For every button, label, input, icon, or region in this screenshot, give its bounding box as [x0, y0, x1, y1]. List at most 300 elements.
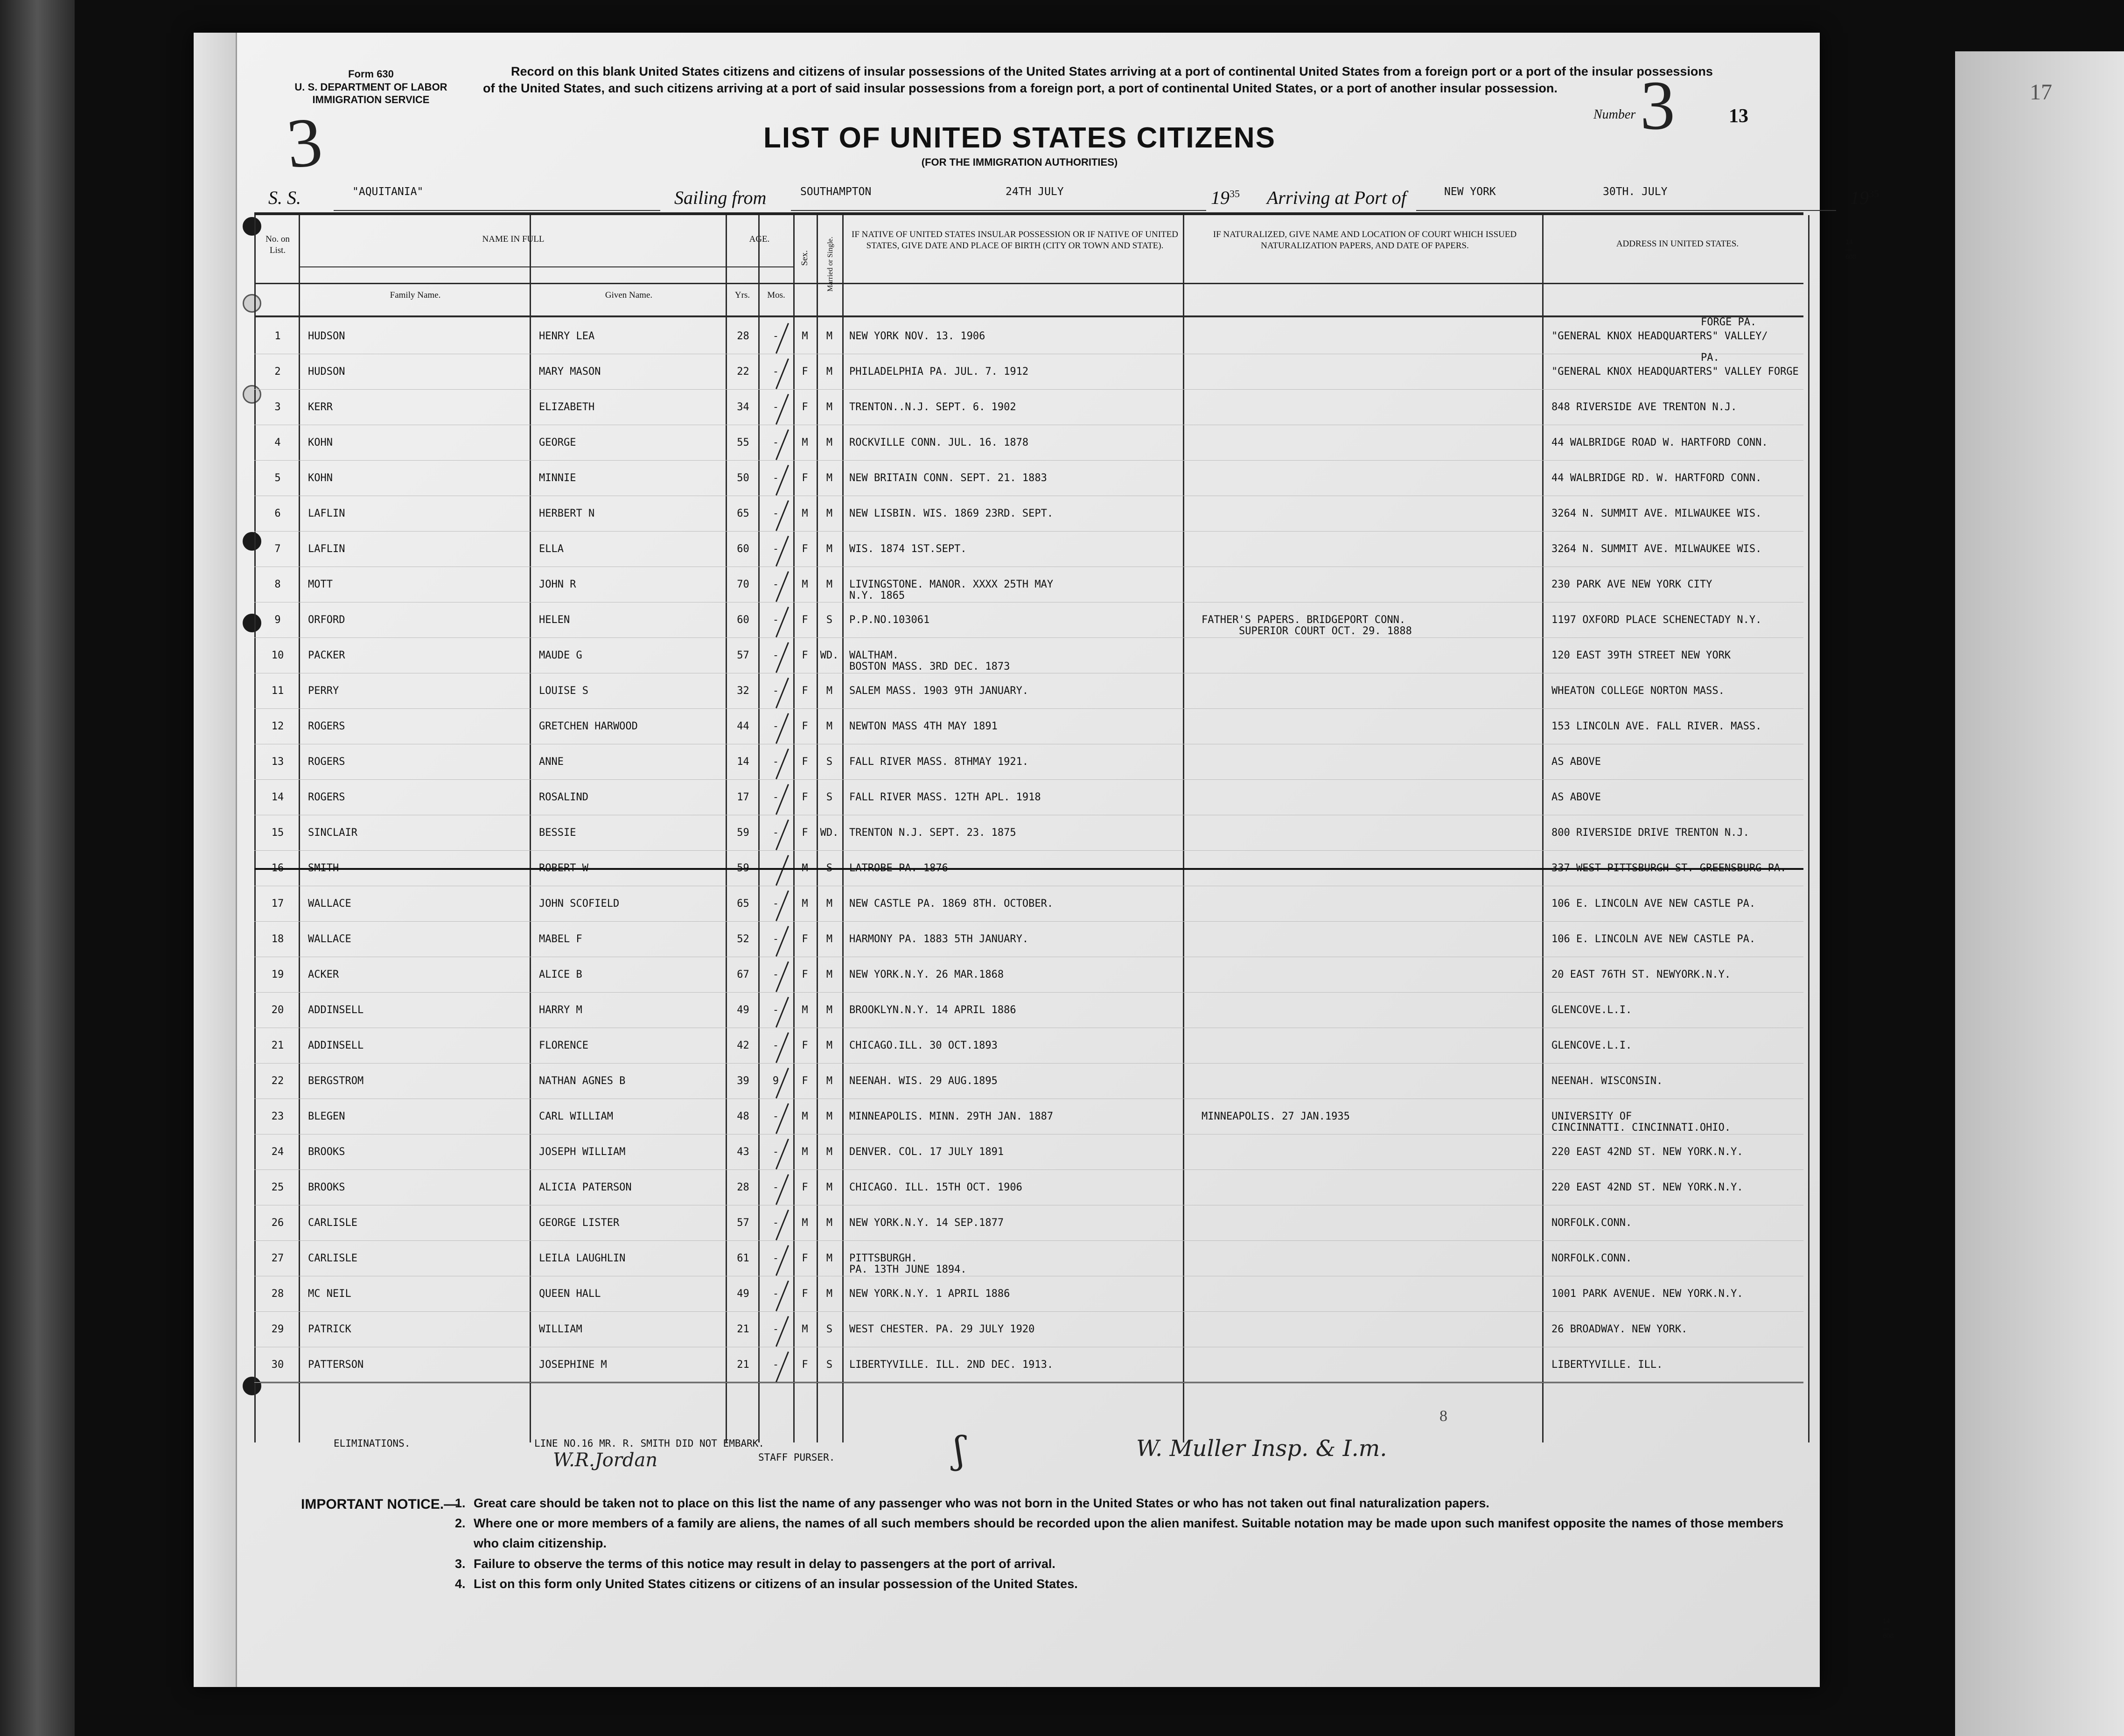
passenger-age-months: - [772, 791, 779, 803]
passenger-age-years: 57 [737, 650, 749, 661]
passenger-marital-status: M [826, 366, 833, 378]
passenger-birth-place-date: WEST CHESTER. PA. 29 JULY 1920 [849, 1323, 1035, 1335]
passenger-family-name: PACKER [308, 650, 345, 661]
arrival-date: 30TH. JULY [1603, 186, 1668, 198]
passenger-family-name: KOHN [308, 472, 333, 484]
passenger-address: 1197 OXFORD PLACE SCHENECTADY N.Y. [1551, 614, 1762, 626]
passenger-age-months: - [772, 508, 779, 519]
notice-item: 2. Where one or more members of a family are aliens, the names of all such members should be recorded upon the alien manifest. Suitable notation may be made upon such manifest opposite the names of those members who claim citizenship. [455, 1516, 1784, 1551]
passenger-age-years: 42 [737, 1040, 749, 1051]
passenger-family-name: CARLISLE [308, 1253, 357, 1264]
passenger-birth-place-date: CHICAGO.ILL. 30 OCT.1893 [849, 1040, 998, 1051]
row-divider [254, 1169, 1803, 1170]
passenger-address: AS ABOVE [1551, 791, 1601, 803]
passenger-address: 220 EAST 42ND ST. NEW YORK.N.Y. [1551, 1146, 1743, 1158]
passenger-marital-status: M [826, 898, 833, 910]
passenger-sex: F [802, 1075, 808, 1087]
eliminations-label: ELIMINATIONS. [334, 1438, 411, 1449]
ss-label: S. S. [268, 187, 301, 208]
passenger-sex: M [802, 330, 808, 342]
passenger-age-months: - [772, 933, 779, 945]
passenger-family-name: ACKER [308, 969, 339, 980]
passenger-age-months: - [772, 437, 779, 448]
passenger-row-number: 2 [274, 366, 281, 378]
passenger-birth-place-date: HARMONY PA. 1883 5TH JANUARY. [849, 933, 1029, 945]
passenger-row-number: 18 [271, 933, 284, 945]
ship-underline [334, 210, 660, 211]
passenger-family-name: BROOKS [308, 1146, 345, 1158]
passenger-age-months: - [772, 543, 779, 555]
col-header-address: ADDRESS IN UNITED STATES. [1616, 239, 1739, 249]
passenger-birth-place-date: TRENTON..N.J. SEPT. 6. 1902 [849, 401, 1016, 413]
passenger-age-years: 49 [737, 1004, 749, 1016]
passenger-age-years: 14 [737, 756, 749, 768]
passenger-sex: M [802, 1146, 808, 1158]
passenger-address: 230 PARK AVE NEW YORK CITY [1551, 579, 1712, 590]
passenger-sex: F [802, 614, 808, 626]
passenger-row-number: 3 [274, 401, 281, 413]
passenger-address: 44 WALBRIDGE ROAD W. HARTFORD CONN. [1551, 437, 1768, 448]
passenger-address: GLENCOVE.L.I. [1551, 1004, 1632, 1016]
passenger-birth-place-date: NEENAH. WIS. 29 AUG.1895 [849, 1075, 998, 1087]
passenger-given-name: JOHN SCOFIELD [539, 898, 620, 910]
passenger-sex: F [802, 1182, 808, 1193]
passenger-age-years: 17 [737, 791, 749, 803]
margin-page-number: 17 [2030, 80, 2052, 105]
col-header-no: No. on List. [266, 234, 290, 255]
number-label: Number [1593, 107, 1636, 122]
passenger-address: GLENCOVE.L.I. [1551, 1040, 1632, 1051]
passenger-age-years: 28 [737, 330, 749, 342]
passenger-age-months: - [772, 827, 779, 839]
passenger-address: 153 LINCOLN AVE. FALL RIVER. MASS. [1551, 721, 1762, 732]
passenger-family-name: ROGERS [308, 721, 345, 732]
passenger-age-months: - [772, 756, 779, 768]
form-code-top: 14—608 [1845, 238, 1857, 260]
passenger-age-years: 49 [737, 1288, 749, 1300]
header-bottom-rule [254, 315, 1803, 317]
passenger-address: 26 BROADWAY. NEW YORK. [1551, 1323, 1688, 1335]
passenger-age-months: - [772, 1253, 779, 1264]
row-divider [254, 1311, 1803, 1312]
passenger-sex: F [802, 756, 808, 768]
passenger-family-name: WALLACE [308, 933, 351, 945]
strikethrough-line [254, 868, 1803, 870]
passenger-age-months: - [772, 579, 779, 590]
passenger-given-name: JOHN R [539, 579, 576, 590]
passenger-row-number: 12 [271, 721, 284, 732]
row-divider [254, 992, 1803, 993]
passenger-family-name: PATTERSON [308, 1359, 364, 1371]
passenger-family-name: MOTT [308, 579, 333, 590]
passenger-age-months: - [772, 1359, 779, 1371]
passenger-marital-status: M [826, 1075, 833, 1087]
document-title: LIST OF UNITED STATES CITIZENS [763, 122, 1276, 154]
passenger-address: 220 EAST 42ND ST. NEW YORK.N.Y. [1551, 1182, 1743, 1193]
passenger-sex: M [802, 579, 808, 590]
passenger-birth-place-date: NEW LISBIN. WIS. 1869 23RD. SEPT. [849, 508, 1054, 519]
passenger-given-name: LEILA LAUGHLIN [539, 1253, 626, 1264]
passenger-given-name: NATHAN AGNES B [539, 1075, 626, 1087]
passenger-given-name: ALICE B [539, 969, 582, 980]
passenger-birth-place-date: NEW YORK.N.Y. 26 MAR.1868 [849, 969, 1004, 980]
passenger-row-number: 6 [274, 508, 281, 519]
passenger-family-name: HUDSON [308, 330, 345, 342]
passenger-sex: F [802, 791, 808, 803]
passenger-row-number: 29 [271, 1323, 284, 1335]
passenger-family-name: LAFLIN [308, 543, 345, 555]
col-header-naturalized: IF NATURALIZED, GIVE NAME AND LOCATION OF COURT WHICH ISSUED NATURALIZATION PAPERS, AND DATE OF PAPERS. [1213, 230, 1517, 251]
form-instructions: Record on this blank United States citizens and citizens of insular possessions of the United States arriving at a port of continental United States from a foreign port or a port of the insular possessions of the United States, and such citizens arriving at a port of said insular possessions from a foreign port, a port of continental United States, or a port of another insular possession. [483, 64, 1713, 96]
passenger-given-name: MINNIE [539, 472, 576, 484]
passenger-sex: F [802, 1359, 808, 1371]
notice-list [455, 1493, 1799, 1594]
arrival-year: $19^{35}$ [1850, 187, 1879, 208]
passenger-address-line2: CINCINNATTI. CINCINNATI.OHIO. [1551, 1122, 1731, 1134]
passenger-age-years: 59 [737, 827, 749, 839]
passenger-marital-status: M [826, 1111, 833, 1122]
passenger-row-number: 11 [271, 685, 284, 697]
row-divider [254, 637, 1803, 638]
passenger-address: "GENERAL KNOX HEADQUARTERS" VALLEY/ [1551, 330, 1768, 342]
passenger-address: 106 E. LINCOLN AVE NEW CASTLE PA. [1551, 933, 1756, 945]
passenger-age-years: 55 [737, 437, 749, 448]
passenger-age-years: 57 [737, 1217, 749, 1229]
passenger-birth-place-date: NEW BRITAIN CONN. SEPT. 21. 1883 [849, 472, 1047, 484]
passenger-sex: M [802, 508, 808, 519]
passenger-row-number: 7 [274, 543, 281, 555]
col-rule [817, 215, 818, 1442]
passenger-given-name: WILLIAM [539, 1323, 582, 1335]
passenger-birth-place-date: DENVER. COL. 17 JULY 1891 [849, 1146, 1004, 1158]
passenger-row-number: 24 [271, 1146, 284, 1158]
passenger-address: 44 WALBRIDGE RD. W. HARTFORD CONN. [1551, 472, 1762, 484]
passenger-marital-status: M [826, 401, 833, 413]
passenger-marital-status: WD. [820, 827, 839, 839]
passenger-age-months: 9 [772, 1075, 779, 1087]
passenger-age-years: 65 [737, 508, 749, 519]
passenger-marital-status: M [826, 1182, 833, 1193]
passenger-marital-status: S [826, 756, 833, 768]
passenger-age-months: - [772, 366, 779, 378]
passenger-marital-status: WD. [820, 650, 839, 661]
passenger-row-number: 27 [271, 1253, 284, 1264]
passenger-family-name: BLEGEN [308, 1111, 345, 1122]
passenger-marital-status: M [826, 1253, 833, 1264]
passenger-address: 106 E. LINCOLN AVE NEW CASTLE PA. [1551, 898, 1756, 910]
passenger-age-years: 52 [737, 933, 749, 945]
row-divider [254, 708, 1803, 709]
row-divider [254, 1063, 1803, 1064]
scan-left-edge [0, 0, 75, 1736]
passenger-naturalization: FATHER'S PAPERS. BRIDGEPORT CONN. [1202, 614, 1406, 626]
ship-name: "AQUITANIA" [352, 186, 424, 198]
passenger-birth-place-date: NEWTON MASS 4TH MAY 1891 [849, 721, 998, 732]
passenger-sex: F [802, 650, 808, 661]
passenger-family-name: CARLISLE [308, 1217, 357, 1229]
header-divider [254, 283, 1803, 284]
passenger-birth-place-date: WALTHAM. [849, 650, 899, 661]
passenger-row-number: 25 [271, 1182, 284, 1193]
passenger-row-number: 26 [271, 1217, 284, 1229]
passenger-sex: F [802, 933, 808, 945]
passenger-family-name: HUDSON [308, 366, 345, 378]
passenger-birth-place-date: BROOKLYN.N.Y. 14 APRIL 1886 [849, 1004, 1016, 1016]
passenger-given-name: LOUISE S [539, 685, 588, 697]
department-name: U. S. DEPARTMENT OF LABOR [294, 81, 447, 93]
passenger-age-months: - [772, 330, 779, 342]
col-rule [254, 215, 256, 1442]
passenger-marital-status: M [826, 1040, 833, 1051]
notice-item: 1. Great care should be taken not to place on this list the name of any passenger who was not born in the United States or who has not taken out final naturalization papers. [455, 1496, 1489, 1510]
passenger-row-number: 13 [271, 756, 284, 768]
sailing-year: $19^{35}$ [1211, 187, 1240, 208]
passenger-age-years: 65 [737, 898, 749, 910]
passenger-birth-place-date: FALL RIVER MASS. 8THMAY 1921. [849, 756, 1029, 768]
passenger-row-number: 19 [271, 969, 284, 980]
col-rule [1808, 215, 1810, 1442]
passenger-family-name: LAFLIN [308, 508, 345, 519]
row-divider [254, 921, 1803, 922]
passenger-age-months: - [772, 1146, 779, 1158]
passenger-marital-status: M [826, 330, 833, 342]
sailing-label: Sailing from [674, 187, 767, 208]
col-rule [793, 215, 795, 1442]
passenger-table [254, 212, 1803, 1472]
passenger-family-name: KERR [308, 401, 333, 413]
passenger-sex: F [802, 543, 808, 555]
arriving-label: Arriving at Port of [1267, 187, 1406, 208]
passenger-age-months: - [772, 401, 779, 413]
col-header-family: Family Name. [390, 290, 441, 300]
passenger-sex: F [802, 401, 808, 413]
inspector-signature: W. Muller Insp. & I.m. [1136, 1435, 1387, 1462]
col-rule [299, 215, 300, 1442]
row-divider [254, 779, 1803, 780]
passenger-age-years: 43 [737, 1146, 749, 1158]
passenger-age-months: - [772, 1040, 779, 1051]
passenger-sex: M [802, 437, 808, 448]
passenger-age-years: 34 [737, 401, 749, 413]
passenger-given-name: ANNE [539, 756, 564, 768]
passenger-marital-status: S [826, 1359, 833, 1371]
col-rule [530, 215, 531, 1442]
passenger-given-name: JOSEPHINE M [539, 1359, 607, 1371]
passenger-age-years: 28 [737, 1182, 749, 1193]
passenger-given-name: GEORGE LISTER [539, 1217, 620, 1229]
binding-strip [194, 33, 237, 1687]
passenger-age-months: - [772, 685, 779, 697]
passenger-address: WHEATON COLLEGE NORTON MASS. [1551, 685, 1725, 697]
arrival-port: NEW YORK [1444, 186, 1496, 198]
sailing-date: 24TH JULY [1006, 186, 1064, 198]
passenger-address: "GENERAL KNOX HEADQUARTERS" VALLEY FORGE [1551, 366, 1799, 378]
passenger-row-number: 4 [274, 437, 281, 448]
passenger-address: NORFOLK.CONN. [1551, 1253, 1632, 1264]
passenger-marital-status: M [826, 685, 833, 697]
passenger-birth-place-date: LIVINGSTONE. MANOR. XXXX 25TH MAY [849, 579, 1054, 590]
passenger-naturalization-line2: SUPERIOR COURT OCT. 29. 1888 [1239, 625, 1412, 637]
col-rule [726, 215, 727, 1442]
passenger-marital-status: S [826, 1323, 833, 1335]
passenger-birth-place-date: NEW YORK.N.Y. 14 SEP.1877 [849, 1217, 1004, 1229]
passenger-given-name: HERBERT N [539, 508, 595, 519]
passenger-age-years: 67 [737, 969, 749, 980]
passenger-birth-line2: PA. 13TH JUNE 1894. [849, 1264, 967, 1275]
passenger-sex: F [802, 1253, 808, 1264]
passenger-birth-place-date: P.P.NO.103061 [849, 614, 930, 626]
name-sub-rule [299, 266, 726, 267]
passenger-given-name: CARL WILLIAM [539, 1111, 613, 1122]
passenger-birth-place-date: PITTSBURGH. [849, 1253, 917, 1264]
row-divider [254, 389, 1803, 390]
passenger-birth-place-date: NEW YORK NOV. 13. 1906 [849, 330, 985, 342]
passenger-sex: M [802, 1111, 808, 1122]
passenger-address: NEENAH. WISCONSIN. [1551, 1075, 1663, 1087]
passenger-address: UNIVERSITY OF [1551, 1111, 1632, 1122]
passenger-sex: F [802, 685, 808, 697]
passenger-given-name: GEORGE [539, 437, 576, 448]
passenger-sex: F [802, 366, 808, 378]
passenger-marital-status: M [826, 472, 833, 484]
passenger-marital-status: M [826, 933, 833, 945]
passenger-age-years: 60 [737, 614, 749, 626]
passenger-family-name: ORFORD [308, 614, 345, 626]
col-header-given: Given Name. [605, 290, 653, 300]
passenger-sex: F [802, 721, 808, 732]
passenger-birth-place-date: LIBERTYVILLE. ILL. 2ND DEC. 1913. [849, 1359, 1054, 1371]
passenger-row-number: 30 [271, 1359, 284, 1371]
passenger-address: LIBERTYVILLE. ILL. [1551, 1359, 1663, 1371]
passenger-age-months: - [772, 614, 779, 626]
passenger-family-name: SINCLAIR [308, 827, 357, 839]
passenger-birth-place-date: MINNEAPOLIS. MINN. 29TH JAN. 1887 [849, 1111, 1054, 1122]
passenger-birth-place-date: CHICAGO. ILL. 15TH OCT. 1906 [849, 1182, 1022, 1193]
passenger-row-number: 17 [271, 898, 284, 910]
passenger-sex: F [802, 1040, 808, 1051]
passenger-address-overflow: FORGE PA. [1701, 316, 1757, 328]
passenger-marital-status: M [826, 579, 833, 590]
passenger-age-years: 21 [737, 1323, 749, 1335]
passenger-birth-place-date: NEW YORK.N.Y. 1 APRIL 1886 [849, 1288, 1010, 1300]
col-header-sex: Sex. [800, 250, 810, 266]
passenger-age-months: - [772, 898, 779, 910]
passenger-family-name: WALLACE [308, 898, 351, 910]
passenger-address: 848 RIVERSIDE AVE TRENTON N.J. [1551, 401, 1737, 413]
passenger-age-months: - [772, 1182, 779, 1193]
passenger-given-name: ELLA [539, 543, 564, 555]
passenger-row-number: 9 [274, 614, 281, 626]
check-signature-mark: ʃ [954, 1428, 964, 1472]
col-rule [842, 215, 844, 1442]
document-subtitle: (FOR THE IMMIGRATION AUTHORITIES) [921, 156, 1118, 168]
passenger-row-number: 21 [271, 1040, 284, 1051]
passenger-address: AS ABOVE [1551, 756, 1601, 768]
passenger-marital-status: S [826, 791, 833, 803]
passenger-address: 20 EAST 76TH ST. NEWYORK.N.Y. [1551, 969, 1731, 980]
passenger-family-name: ADDINSELL [308, 1040, 364, 1051]
page-number: 13 [1729, 105, 1748, 127]
passenger-sex: M [802, 1217, 808, 1229]
passenger-marital-status: M [826, 437, 833, 448]
passenger-marital-status: M [826, 1217, 833, 1229]
passenger-marital-status: S [826, 614, 833, 626]
col-rule [758, 215, 760, 1442]
passenger-birth-place-date: ROCKVILLE CONN. JUL. 16. 1878 [849, 437, 1029, 448]
passenger-marital-status: M [826, 543, 833, 555]
passenger-age-years: 70 [737, 579, 749, 590]
passenger-age-months: - [772, 1004, 779, 1016]
passenger-sex: M [802, 1004, 808, 1016]
form-number: Form 630 [348, 68, 394, 80]
number-value: 3 [1640, 67, 1675, 144]
passenger-row-number: 8 [274, 579, 281, 590]
passenger-given-name: FLORENCE [539, 1040, 588, 1051]
passenger-naturalization: MINNEAPOLIS. 27 JAN.1935 [1202, 1111, 1350, 1122]
passenger-age-months: - [772, 1217, 779, 1229]
form-identifier [287, 68, 455, 106]
passenger-row-number: 14 [271, 791, 284, 803]
passenger-age-years: 44 [737, 721, 749, 732]
col-header-age: AGE. [749, 234, 770, 244]
passenger-given-name: ROSALIND [539, 791, 588, 803]
passenger-given-name: HELEN [539, 614, 570, 626]
passenger-family-name: BROOKS [308, 1182, 345, 1193]
passenger-address: NORFOLK.CONN. [1551, 1217, 1632, 1229]
passenger-row-number: 15 [271, 827, 284, 839]
passenger-age-years: 50 [737, 472, 749, 484]
passenger-family-name: ROGERS [308, 791, 345, 803]
passenger-birth-place-date: WIS. 1874 1ST.SEPT. [849, 543, 967, 555]
col-header-mos: Mos. [767, 290, 785, 300]
passenger-given-name: QUEEN HALL [539, 1288, 601, 1300]
passenger-given-name: BESSIE [539, 827, 576, 839]
passenger-age-years: 60 [737, 543, 749, 555]
col-header-name: NAME IN FULL [482, 234, 545, 244]
passenger-given-name: ELIZABETH [539, 401, 595, 413]
passenger-age-months: - [772, 1288, 779, 1300]
passenger-sex: M [802, 1323, 808, 1335]
sailing-port: SOUTHAMPTON [800, 186, 872, 198]
passenger-marital-status: M [826, 1004, 833, 1016]
passenger-row-number: 5 [274, 472, 281, 484]
passenger-marital-status: M [826, 508, 833, 519]
notice-item: 3. Failure to observe the terms of this notice may result in delay to passengers at the port of arrival. [455, 1556, 1055, 1571]
age-sub-rule [726, 266, 793, 267]
row-divider [254, 1382, 1803, 1383]
passenger-address: 120 EAST 39TH STREET NEW YORK [1551, 650, 1731, 661]
col-header-married: Married or Single. [826, 237, 834, 292]
passenger-family-name: KOHN [308, 437, 333, 448]
row-divider [254, 460, 1803, 461]
passenger-age-years: 32 [737, 685, 749, 697]
passenger-given-name: MARY MASON [539, 366, 601, 378]
passenger-given-name: HENRY LEA [539, 330, 595, 342]
passenger-age-months: - [772, 472, 779, 484]
passenger-row-number: 10 [271, 650, 284, 661]
passenger-marital-status: M [826, 969, 833, 980]
passenger-age-years: 21 [737, 1359, 749, 1371]
passenger-birth-line2: N.Y. 1865 [849, 590, 905, 602]
arrival-underline [1416, 210, 1836, 211]
passenger-family-name: BERGSTROM [308, 1075, 364, 1087]
manifest-sheet [194, 33, 1894, 1687]
staff-purser-label: STAFF PURSER. [758, 1452, 835, 1463]
passenger-age-years: 48 [737, 1111, 749, 1122]
passenger-family-name: ADDINSELL [308, 1004, 364, 1016]
passenger-given-name: MABEL F [539, 933, 582, 945]
row-divider [254, 850, 1803, 851]
